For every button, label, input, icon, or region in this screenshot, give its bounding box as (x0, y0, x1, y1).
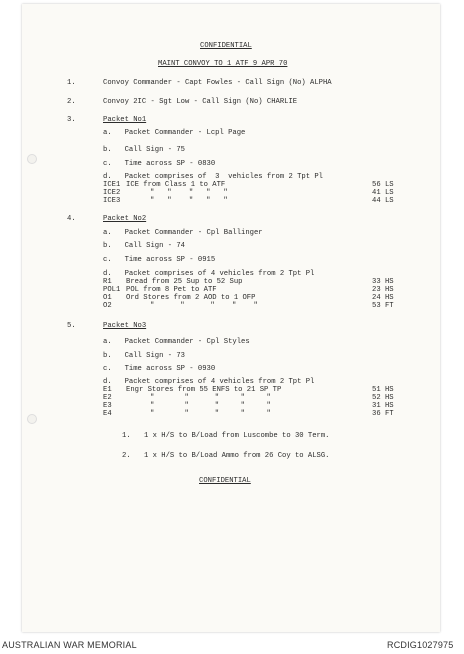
vehicle-load: ICE from Class 1 to ATF (126, 181, 226, 189)
footer-id: RCDIG1027975 (387, 640, 454, 650)
packet2-time: c. Time across SP - 0915 (103, 256, 216, 264)
item-number: 5. (67, 322, 76, 330)
packet1-heading: Packet No1 (103, 116, 147, 124)
classification-top: CONFIDENTIAL (200, 42, 252, 50)
packet2-call-sign: b. Call Sign - 74 (103, 242, 185, 250)
document-title: MAINT CONVOY TO 1 ATF 9 APR 70 (158, 60, 288, 68)
punch-hole (27, 414, 37, 424)
item-number: 1. (67, 79, 76, 87)
vehicle-number: 52 HS (372, 394, 394, 402)
item-number: 2. (67, 98, 76, 106)
vehicle-code: E3 (103, 402, 112, 410)
item-number: 3. (67, 116, 76, 124)
punch-hole (27, 154, 37, 164)
packet1-call-sign: b. Call Sign - 75 (103, 146, 185, 154)
vehicle-load: " " " " " (150, 197, 228, 205)
vehicle-number: 44 LS (372, 197, 394, 205)
vehicle-load: " " " " " (150, 410, 271, 418)
vehicle-code: O1 (103, 294, 112, 302)
vehicle-number: 23 HS (372, 286, 394, 294)
vehicle-code: R1 (103, 278, 112, 286)
classification-bottom: CONFIDENTIAL (199, 477, 251, 485)
vehicle-code: E1 (103, 386, 112, 394)
vehicle-code: ICE3 (103, 197, 121, 205)
packet3-time: c. Time across SP - 0930 (103, 365, 216, 373)
packet3-composition: d. Packet comprises of 4 vehicles from 2 Tpt Pl (103, 378, 315, 386)
document-page (22, 4, 440, 632)
convoy-commander: Convoy Commander - Capt Fowles - Call Sign (No) ALPHA (103, 79, 332, 87)
packet2-heading: Packet No2 (103, 215, 147, 223)
note-number: 2. (122, 452, 131, 460)
vehicle-load: " " " " " (150, 189, 228, 197)
vehicle-number: 56 LS (372, 181, 394, 189)
vehicle-number: 33 HS (372, 278, 394, 286)
vehicle-load: Ord Stores from 2 AOD to 1 OFP (126, 294, 256, 302)
packet3-heading: Packet No3 (103, 322, 147, 330)
vehicle-number: 31 HS (372, 402, 394, 410)
vehicle-code: E4 (103, 410, 112, 418)
vehicle-number: 53 FT (372, 302, 394, 310)
vehicle-code: O2 (103, 302, 112, 310)
note-text: 1 x H/S to B/Load from Luscombe to 30 Term. (144, 432, 330, 440)
note-number: 1. (122, 432, 131, 440)
vehicle-load: Bread from 25 Sup to 52 Sup (126, 278, 243, 286)
vehicle-code: ICE1 (103, 181, 121, 189)
vehicle-number: 24 HS (372, 294, 394, 302)
convoy-2ic: Convoy 2IC - Sgt Low - Call Sign (No) CHARLIE (103, 98, 298, 106)
vehicle-load: " " " " " (150, 394, 271, 402)
note-text: 1 x H/S to B/Load Ammo from 26 Coy to ALSG. (144, 452, 330, 460)
packet2-composition: d. Packet comprises of 4 vehicles from 2 Tpt Pl (103, 270, 315, 278)
vehicle-code: E2 (103, 394, 112, 402)
footer-credit: AUSTRALIAN WAR MEMORIAL (2, 640, 137, 650)
vehicle-load: POL from 8 Pet to ATF (126, 286, 217, 294)
vehicle-number: 51 HS (372, 386, 394, 394)
vehicle-number: 36 FT (372, 410, 394, 418)
packet3-commander: a. Packet Commander - Cpl Styles (103, 338, 250, 346)
vehicle-load: " " " " " (150, 402, 271, 410)
packet1-commander: a. Packet Commander - Lcpl Page (103, 129, 246, 137)
packet3-call-sign: b. Call Sign - 73 (103, 352, 185, 360)
item-number: 4. (67, 215, 76, 223)
vehicle-load: Engr Stores from 55 ENFS to 21 SP TP (126, 386, 282, 394)
packet2-commander: a. Packet Commander - Cpl Ballinger (103, 229, 263, 237)
packet1-time: c. Time across SP - 0830 (103, 160, 216, 168)
vehicle-code: POL1 (103, 286, 121, 294)
vehicle-load: " " " " " (150, 302, 258, 310)
vehicle-number: 41 LS (372, 189, 394, 197)
vehicle-code: ICE2 (103, 189, 121, 197)
packet1-composition: d. Packet comprises of 3 vehicles from 2 Tpt Pl (103, 173, 323, 181)
